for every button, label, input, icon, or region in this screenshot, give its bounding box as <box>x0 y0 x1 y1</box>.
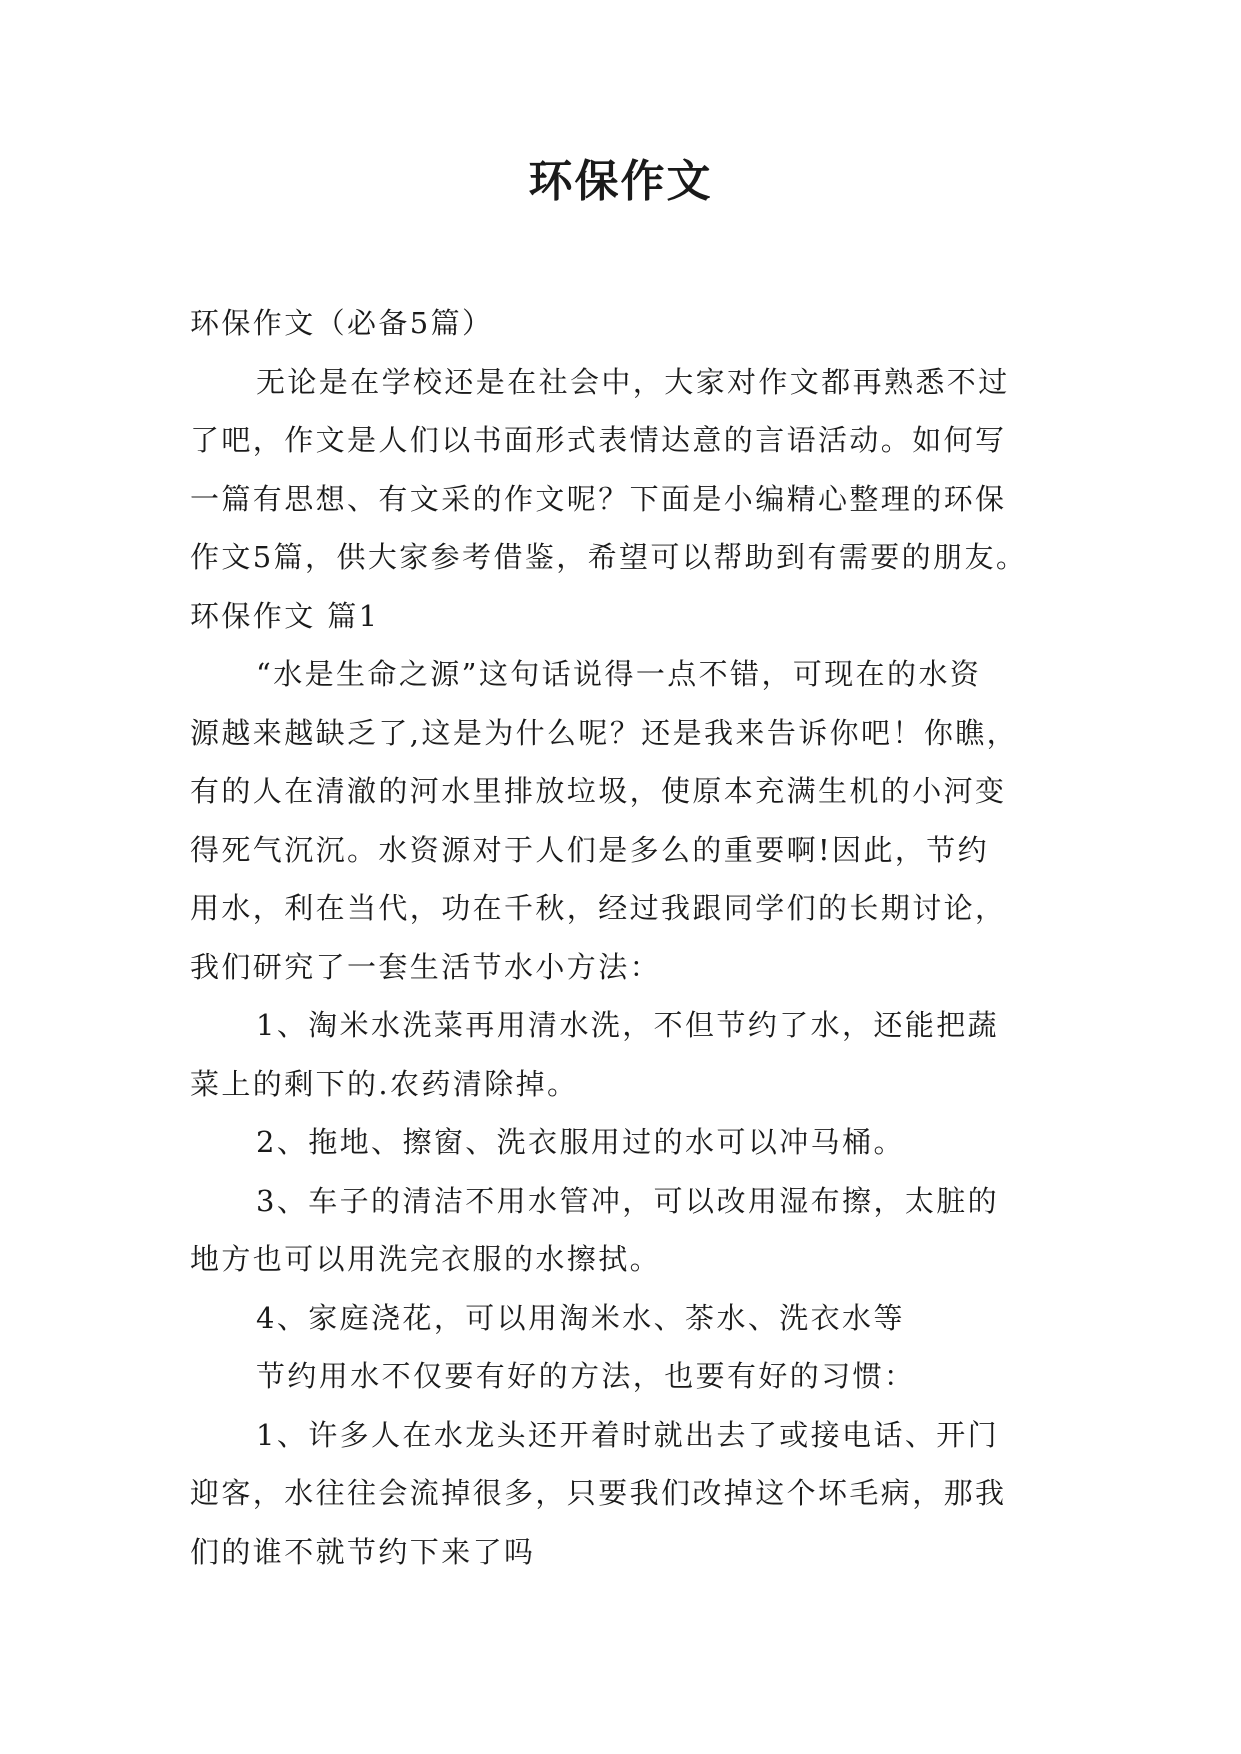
list-item-line: 3、车子的清洁不用水管冲，可以改用湿布擦，太脏的 <box>256 1183 1000 1218</box>
list-item-line: 地方也可以用洗完衣服的水擦拭。 <box>190 1242 662 1276</box>
paragraph-line: 我们研究了一套生活节水小方法： <box>190 949 662 984</box>
paragraph-line: 得死气沉沉。水资源对于人们是多么的重要啊!因此，节约 <box>190 832 990 867</box>
list-item-line: 迎客，水往往会流掉很多，只要我们改掉这个坏毛病，那我 <box>190 1476 1007 1510</box>
paragraph-line: 有的人在清澈的河水里排放垃圾，使原本充满生机的小河变 <box>190 774 1007 808</box>
paragraph-line: “水是生命之源”这句话说得一点不错，可现在的水资 <box>256 657 982 691</box>
paragraph-line: 用水，利在当代，功在千秋，经过我跟同学们的长期讨论， <box>190 891 1007 925</box>
list-item-line: 们的谁不就节约下来了吗 <box>190 1534 536 1569</box>
list-item-line: 1、许多人在水龙头还开着时就出去了或接电话、开门 <box>256 1417 1000 1452</box>
subtitle-line: 环保作文（必备5篇） <box>190 306 494 340</box>
paragraph-line: 无论是在学校还是在社会中，大家对作文都再熟悉不过 <box>256 364 1010 399</box>
paragraph-line: 了吧，作文是人们以书面形式表情达意的言语活动。如何写 <box>190 423 1007 457</box>
section-heading: 环保作文 篇1 <box>190 598 380 633</box>
list-item-line: 4、家庭浇花，可以用淘米水、茶水、洗衣水等 <box>256 1300 905 1335</box>
list-item-line: 菜上的剩下的.农药清除掉。 <box>190 1066 579 1101</box>
paragraph-line: 节约用水不仅要有好的方法，也要有好的习惯： <box>256 1359 916 1393</box>
list-item-line: 1、淘米水洗菜再用清水洗，不但节约了水，还能把蔬 <box>256 1008 1000 1042</box>
paragraph-line: 作文5篇，供大家参考借鉴，希望可以帮助到有需要的朋友。 <box>190 540 1028 574</box>
paragraph-line: 源越来越缺乏了,这是为什么呢？还是我来告诉你吧！你瞧， <box>190 715 1019 750</box>
document-body <box>190 294 1060 1581</box>
list-item-line: 2、拖地、擦窗、洗衣服用过的水可以冲马桶。 <box>256 1125 905 1159</box>
paragraph-line: 一篇有思想、有文采的作文呢？下面是小编精心整理的环保 <box>190 481 1007 516</box>
document-title: 环保作文 <box>528 156 713 207</box>
